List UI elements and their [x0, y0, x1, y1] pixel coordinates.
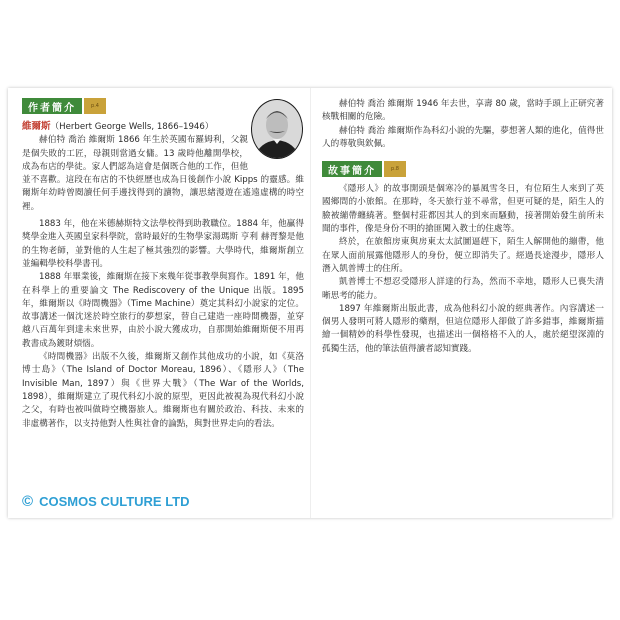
bio-paragraph: 《時間機器》出版不久後，維爾斯又創作其他成功的小說，如《莫洛博士島》（The Island of Doctor Moreau, 1896）、《隱形人》（The Invisible Man, 1897）與《世界大戰》（The War of the Worlds, 1898），維爾斯建立了現代科幻小說的原型，更因此被視為現代科幻小說之父，有時也被叫做時空機器旅人。維爾斯也有關於政治、科技、未來的非虛構著作，以支持他對人性與社會的論點，與對世界走向的看法。 — [22, 352, 304, 429]
author-block — [22, 120, 304, 214]
right-page — [322, 98, 604, 356]
bio-paragraph: 赫伯特 喬治 維爾斯 1866 年生於英國布羅姆利，父親是個失敗的工匠，母親則當過女傭。13 歲時他離開學校，成為布店的學徒。家人們認為這會是個既合他的工作，但他並不喜歡。這段在布店的不快經歷也成為日後創作小說 Kipps 的靈感。維爾斯年幼時曾閱讀任何手邊找得到的讀物，讓思緒漫遊在遙遠虛構的時空裡。 — [22, 135, 304, 212]
section-page-tag: p.4 — [84, 98, 106, 114]
story-paragraph: 終於，在旅館房東與房東太太試圖逼趕下，陌生人解開他的繃帶，他在眾人面前展露他隱形人的身份，便立即消失了。經過長途漫步，隱形人潛入凱普博士的住所。 — [322, 237, 604, 274]
bio-paragraph: 1883 年，他在米德赫斯特文法學校得到助教職位。1884 年，他贏得獎學金進入英國皇家科學院，當時最好的生物學家湯瑪斯 亨利 赫胥黎是他的生物老師，並對他的人生起了極其強烈的影響。大學時代，維爾斯創立並編輯學校科學書刊。 — [22, 219, 304, 269]
copyright-text: COSMOS CULTURE LTD — [39, 494, 190, 509]
bio-paragraph: 赫伯特 喬治 維爾斯作為科幻小說的先驅，夢想著人類的進化，值得世人的尊敬與欽佩。 — [322, 125, 604, 149]
publisher-copyright — [22, 493, 190, 510]
author-portrait-icon — [250, 98, 304, 160]
left-page — [22, 98, 304, 431]
bio-paragraph: 赫伯特 喬治 維爾斯 1946 年去世，享壽 80 歲，當時手頭上正研究著核戰相關的危險。 — [322, 99, 604, 123]
story-section-header — [322, 161, 604, 177]
author-english-name: （Herbert George Wells, 1866–1946） — [50, 122, 214, 132]
story-paragraph: 凱普博士不想忍受隱形人詳達的行為，然而不幸地，隱形人已喪失清晰思考的能力。 — [322, 277, 604, 301]
section-title: 作者簡介 — [22, 98, 82, 114]
bio-paragraph: 1888 年畢業後，維爾斯在接下來幾年從事教學與寫作。1891 年，他在科學上的重要論文 The Rediscovery of the Unique 出版。1895 年，維爾斯以《時間機器》（Time Machine）奠定其科幻小說家的定位。故事講述一個沈迷於時空旅行的夢想家，替自己建造一座時間機器，並穿越八百萬年到達未來世界，由於小說大獲成功，自那開始維爾斯便不用再教書成為鍍財煩惱。 — [22, 272, 304, 349]
page-gutter — [310, 88, 311, 518]
book-spread — [8, 88, 612, 518]
story-paragraph: 1897 年維爾斯出版此書，成為他科幻小說的經典著作。內容講述一個男人發明可將人隱形的藥劑，但這位隱形人卻做了許多錯事，維爾斯描繪一個精妙的科學性發現，也描述出一個格格不入的人，處於絕望深淵的孤獨生活，他的筆法值得讀者認知實踐。 — [322, 303, 604, 354]
section-title: 故事簡介 — [322, 161, 382, 177]
author-name: 維爾斯 — [22, 121, 51, 132]
story-paragraph: 《隱形人》的故事開頭是個寒冷的暴風雪冬日，有位陌生人來到了英國鄉間的小旅館。在那時，冬天旅行並不尋常，但更可疑的是，陌生人的臉被繃帶纏繞著。整個村莊都因其人的到來而騷動，接著開始發生前所未聞的事件，像是身份不明的搶匪闖入教士的住處等。 — [322, 184, 604, 235]
section-page-tag: p.8 — [384, 161, 406, 177]
copyright-icon: © — [22, 493, 34, 510]
